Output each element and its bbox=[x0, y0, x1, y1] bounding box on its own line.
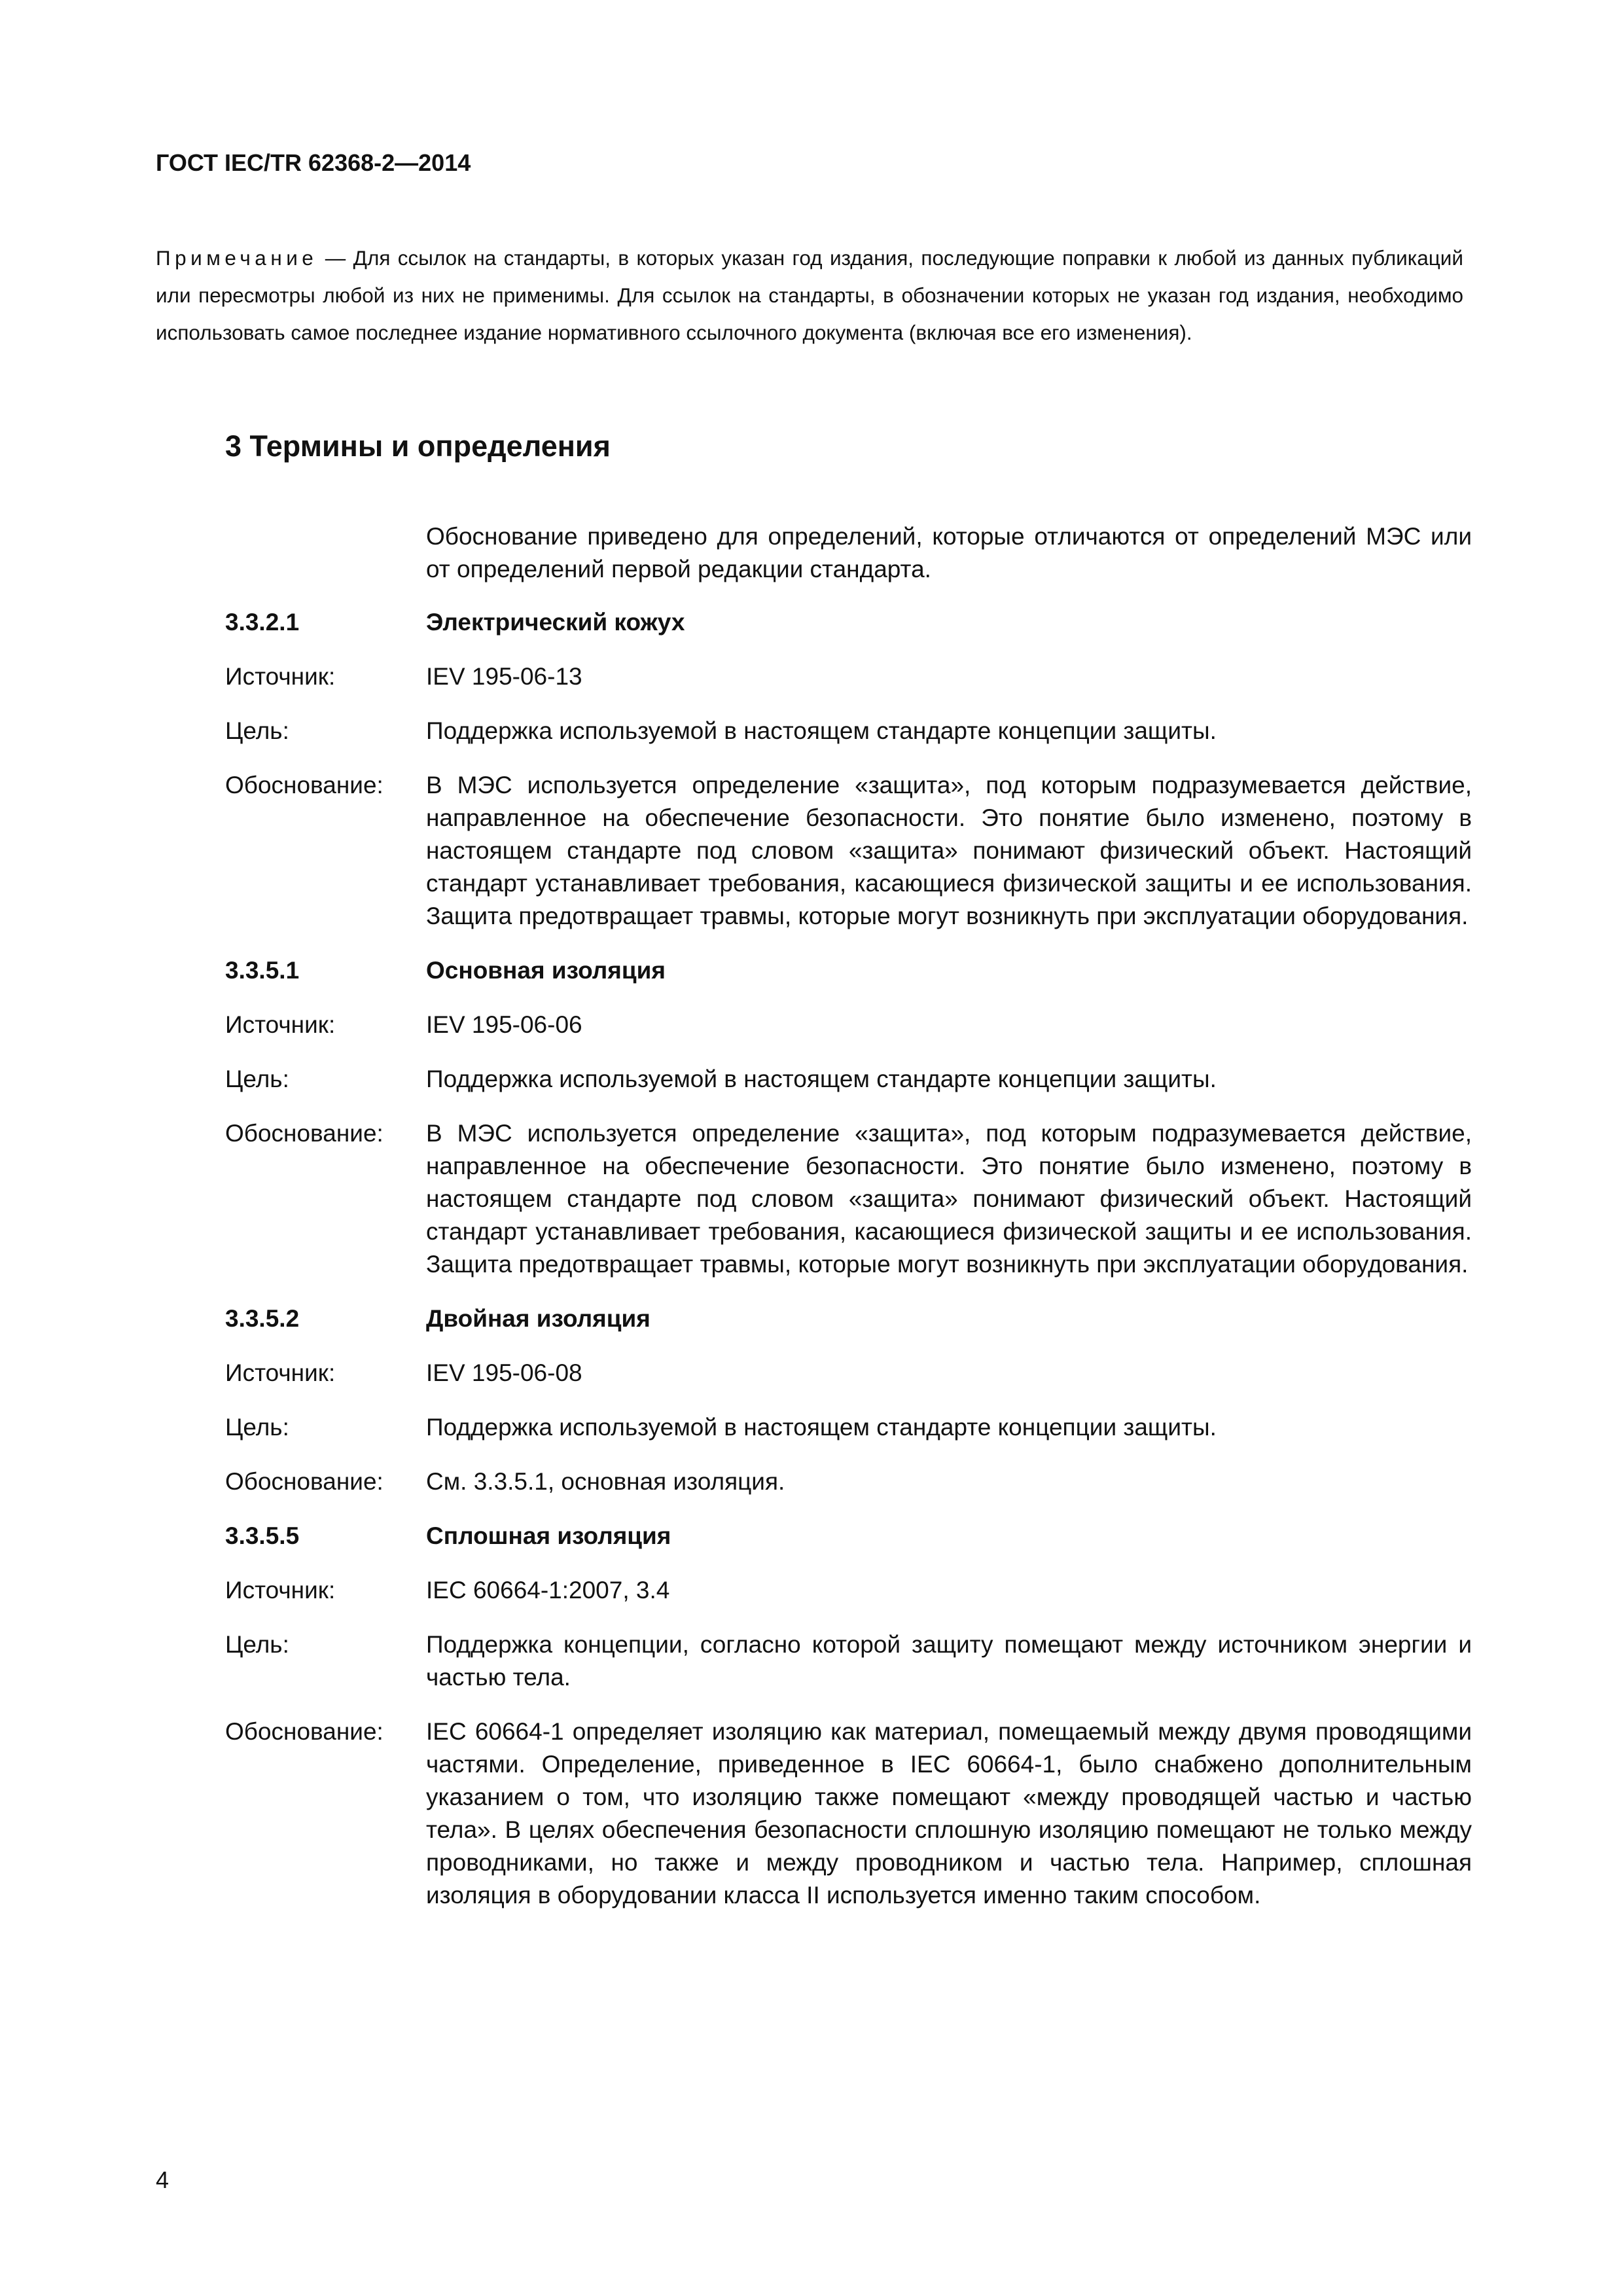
rationale-label: Обоснование: bbox=[225, 1718, 383, 1745]
entry-number: 3.3.5.2 bbox=[225, 1305, 300, 1332]
entry-purpose-row bbox=[225, 715, 1472, 747]
definition-entry bbox=[225, 606, 1472, 933]
entry-source-row bbox=[225, 1357, 1472, 1390]
note-paragraph bbox=[156, 240, 1463, 351]
entry-purpose-row bbox=[225, 1628, 1472, 1694]
section-title: 3 Термины и определения bbox=[225, 429, 611, 463]
entry-heading bbox=[225, 606, 1472, 639]
purpose-value: Поддержка используемой в настоящем стандарте концепции защиты. bbox=[426, 1066, 1217, 1092]
purpose-value: Поддержка концепции, согласно которой защиту помещают между источником энергии и частью тела. bbox=[426, 1631, 1472, 1691]
purpose-label: Цель: bbox=[225, 1414, 289, 1441]
entry-source-row bbox=[225, 1574, 1472, 1607]
purpose-label: Цель: bbox=[225, 1066, 289, 1092]
entry-source-row bbox=[225, 1009, 1472, 1041]
definition-entry bbox=[225, 1302, 1472, 1498]
source-label: Источник: bbox=[225, 663, 336, 690]
entry-rationale-row bbox=[225, 769, 1472, 933]
source-label: Источник: bbox=[225, 1011, 336, 1038]
entry-number: 3.3.5.5 bbox=[225, 1522, 300, 1549]
definition-entry bbox=[225, 1520, 1472, 1912]
definition-entry bbox=[225, 954, 1472, 1281]
note-label: Примечание bbox=[156, 245, 318, 270]
entry-purpose-row bbox=[225, 1063, 1472, 1096]
rationale-label: Обоснование: bbox=[225, 1120, 383, 1147]
rationale-label: Обоснование: bbox=[225, 1468, 383, 1495]
purpose-label: Цель: bbox=[225, 1631, 289, 1658]
entry-heading bbox=[225, 954, 1472, 987]
note-text: — Для ссылок на стандарты, в которых указан год издания, последующие поправки к любой из данных публикаций или пересмотры любой из них не применимы. Для ссылок на стандарты, в обозначении которых не указан год издания, необходимо использовать самое последнее издание нормативного ссылочного документа (включая все его изменения). bbox=[156, 245, 1463, 344]
entry-purpose-row bbox=[225, 1411, 1472, 1444]
entry-rationale-row bbox=[225, 1117, 1472, 1281]
purpose-label: Цель: bbox=[225, 717, 289, 744]
source-value: IEV 195-06-13 bbox=[426, 663, 582, 690]
entry-rationale-row bbox=[225, 1465, 1472, 1498]
purpose-value: Поддержка используемой в настоящем стандарте концепции защиты. bbox=[426, 717, 1217, 744]
rationale-value: IEC 60664-1 определяет изоляцию как материал, помещаемый между двумя проводящими частями. Определение, приведенное в IEC 60664-1, было снабжено дополнительным указанием о том, что изоляцию также помещают «между проводящей частью и частью тела». В целях обеспечения безопасности сплошную изоляцию помещают не только между проводниками, но также и между проводником и частью тела. Например, сплошная изоляция в оборудовании класса II используется именно таким способом. bbox=[426, 1718, 1472, 1909]
rationale-label: Обоснование: bbox=[225, 772, 383, 798]
entry-number: 3.3.2.1 bbox=[225, 609, 300, 636]
rationale-value: В МЭС используется определение «защита», под которым подразумевается действие, направленное на обеспечение безопасности. Это понятие было изменено, поэтому в настоящем стандарте под словом «защита» понимают физический объект. Настоящий стандарт устанавливает требования, касающиеся физической защиты и ее использования. Защита предотвращает травмы, которые могут возникнуть при эксплуатации оборудования. bbox=[426, 1120, 1472, 1278]
entry-heading bbox=[225, 1520, 1472, 1552]
entry-heading bbox=[225, 1302, 1472, 1335]
source-value: IEC 60664-1:2007, 3.4 bbox=[426, 1577, 670, 1604]
entry-term: Двойная изоляция bbox=[426, 1305, 651, 1332]
entry-term: Сплошная изоляция bbox=[426, 1522, 671, 1549]
page-number: 4 bbox=[156, 2166, 169, 2193]
rationale-value: В МЭС используется определение «защита», под которым подразумевается действие, направленное на обеспечение безопасности. Это понятие было изменено, поэтому в настоящем стандарте под словом «защита» понимают физический объект. Настоящий стандарт устанавливает требования, касающиеся физической защиты и ее использования. Защита предотвращает травмы, которые могут возникнуть при эксплуатации оборудования. bbox=[426, 772, 1472, 929]
source-label: Источник: bbox=[225, 1359, 336, 1386]
section-intro: Обоснование приведено для определений, которые отличаются от определений МЭС или от определений первой редакции стандарта. bbox=[426, 523, 1472, 583]
entry-term: Основная изоляция bbox=[426, 957, 666, 984]
source-value: IEV 195-06-08 bbox=[426, 1359, 582, 1386]
document-code-header: ГОСТ IEC/TR 62368-2—2014 bbox=[156, 149, 471, 176]
entry-source-row bbox=[225, 660, 1472, 693]
purpose-value: Поддержка используемой в настоящем стандарте концепции защиты. bbox=[426, 1414, 1217, 1441]
entry-rationale-row bbox=[225, 1715, 1472, 1912]
definitions-list bbox=[225, 606, 1472, 1933]
source-value: IEV 195-06-06 bbox=[426, 1011, 582, 1038]
entry-term: Электрический кожух bbox=[426, 609, 685, 636]
rationale-value: См. 3.3.5.1, основная изоляция. bbox=[426, 1468, 785, 1495]
source-label: Источник: bbox=[225, 1577, 336, 1604]
entry-number: 3.3.5.1 bbox=[225, 957, 300, 984]
